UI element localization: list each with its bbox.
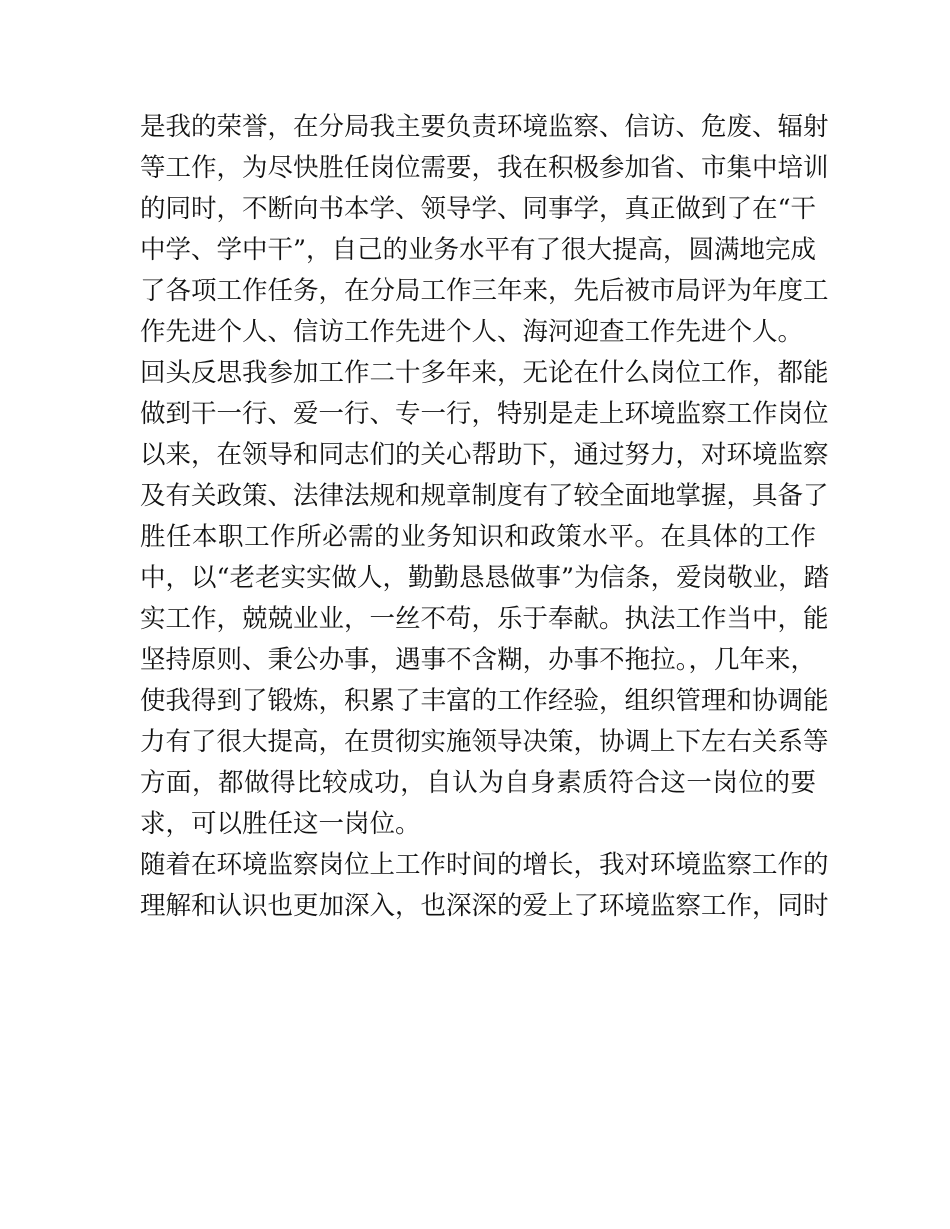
text-line: 回头反思我参加工作二十多年来，无论在什么岗位工作，都能 [140,358,829,388]
text-line: 了各项工作任务，在分局工作三年来，先后被市局评为年度工 [140,276,829,306]
text-line: 坚持原则、秉公办事，遇事不含糊，办事不拖拉。，几年来， [140,645,816,675]
text-line: 方面，都做得比较成功，自认为自身素质符合这一岗位的要 [140,768,816,798]
text-line: 是我的荣誉，在分局我主要负责环境监察、信访、危废、辐射 [140,112,829,142]
text-line: 做到干一行、爱一行、专一行，特别是走上环境监察工作岗位 [140,399,829,429]
text-line: 胜任本职工作所必需的业务知识和政策水平。在具体的工作 [140,522,816,552]
document-body [140,107,830,927]
text-line: 随着在环境监察岗位上工作时间的增长，我对环境监察工作的 [140,850,829,880]
text-line: 等工作，为尽快胜任岗位需要，我在积极参加省、市集中培训 [140,153,829,183]
text-line: 求，可以胜任这一岗位。 [140,809,421,839]
text-line: 力有了很大提高，在贯彻实施领导决策，协调上下左右关系等 [140,727,829,757]
text-line: 实工作，兢兢业业，一丝不苟，乐于奉献。执法工作当中，能 [140,604,829,634]
text-line: 以来，在领导和同志们的关心帮助下，通过努力，对环境监察 [140,440,829,470]
text-line: 及有关政策、法律法规和规章制度有了较全面地掌握，具备了 [140,481,829,511]
text-line: 作先进个人、信访工作先进个人、海河迎查工作先进个人。 [140,317,804,347]
text-line: 中学、学中干”，自己的业务水平有了很大提高，圆满地完成 [140,235,817,265]
text-line: 中，以“老老实实做人，勤勤恳恳做事”为信条，爱岗敬业，踏 [140,563,830,593]
text-line: 的同时，不断向书本学、领导学、同事学，真正做到了在“干 [140,194,817,224]
text-line: 使我得到了锻炼，积累了丰富的工作经验，组织管理和协调能 [140,686,829,716]
text-line: 理解和认识也更加深入，也深深的爱上了环境监察工作，同时 [140,891,829,921]
